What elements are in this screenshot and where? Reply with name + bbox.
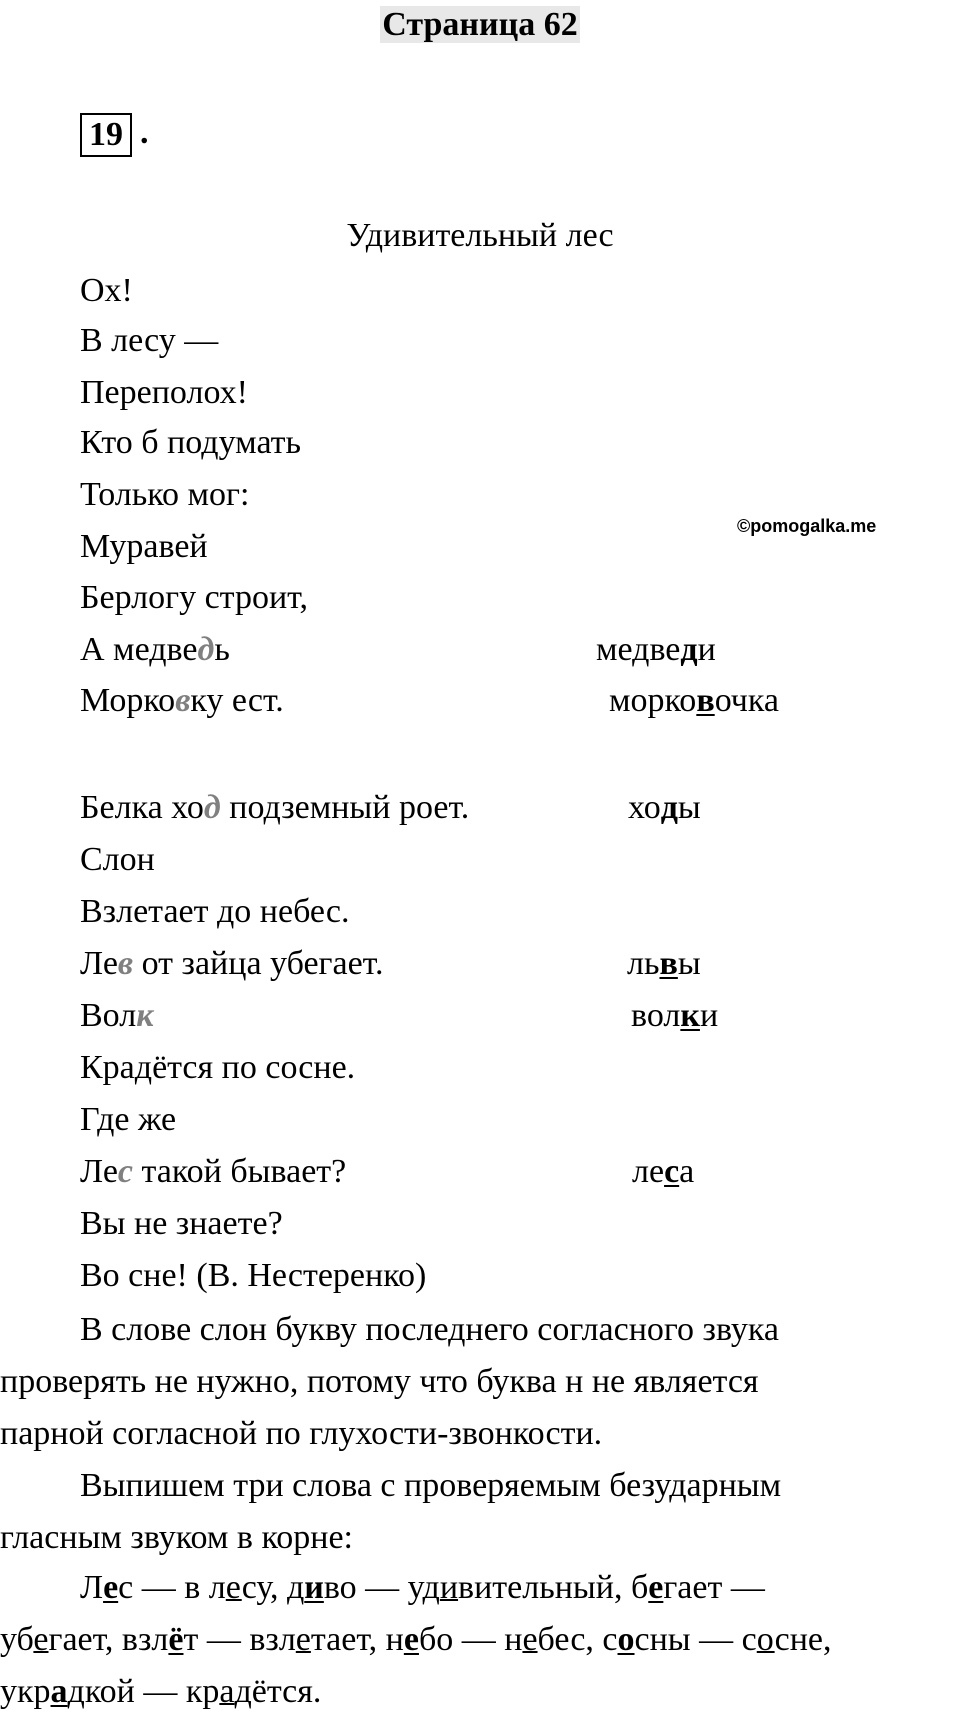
poem-line: Крадётся по сосне. xyxy=(80,1049,356,1086)
word-part: хо xyxy=(628,789,661,826)
word-part: ь xyxy=(214,631,230,668)
vowel-letter: а xyxy=(50,1673,68,1710)
text-line xyxy=(0,1666,960,1718)
word-part: укр xyxy=(0,1673,51,1710)
highlighted-letter: в xyxy=(117,945,134,982)
word-part: с — в л xyxy=(118,1569,226,1606)
word-part: уб xyxy=(0,1621,34,1658)
word-part: а xyxy=(679,1153,695,1190)
word-part: бес, с xyxy=(537,1621,618,1658)
word-part: су, д xyxy=(241,1569,305,1606)
poem-line: Муравей xyxy=(80,528,208,565)
vowel-letter: а xyxy=(219,1673,235,1710)
word-part: и xyxy=(699,997,719,1034)
task-number: 19 xyxy=(80,113,132,157)
word-part: от зайца убегает. xyxy=(133,945,384,982)
explanation-paragraph xyxy=(0,1304,960,1460)
text-line: парной согласной по глухости-звонкости. xyxy=(0,1415,603,1452)
word-part: и xyxy=(697,631,716,668)
check-letter: с xyxy=(664,1153,680,1190)
poem-line: Ох! xyxy=(80,272,133,309)
word-part: морко xyxy=(609,682,697,719)
text-line: проверять не нужно, потому что буква н не является xyxy=(0,1363,759,1400)
word-part: сны — с xyxy=(634,1621,757,1658)
page-title xyxy=(0,4,960,46)
vowel-letter: е xyxy=(33,1621,49,1658)
text-line: гласным звуком в корне: xyxy=(0,1519,353,1556)
highlighted-letter: в xyxy=(175,682,191,719)
vowel-letter: е xyxy=(403,1621,419,1658)
poem-line: Берлогу строит, xyxy=(80,579,308,616)
vowel-letter: е xyxy=(648,1569,664,1606)
poem-line: Кто б подумать xyxy=(80,424,302,461)
word-part: Ле xyxy=(80,1153,118,1190)
poem-title: Удивительный лес xyxy=(346,217,614,254)
text-line: Выпишем три слова с проверяемым безударным xyxy=(80,1467,782,1504)
highlighted-letter: с xyxy=(117,1153,134,1190)
word-part: очка xyxy=(714,682,780,719)
vowel-letter: и xyxy=(304,1569,324,1606)
poem-line: Вы не знаете? xyxy=(80,1205,283,1242)
poem-line xyxy=(80,1149,346,1195)
word-part: вол xyxy=(631,997,681,1034)
word-part: ле xyxy=(632,1153,665,1190)
vowel-letter: о xyxy=(756,1621,775,1658)
word-part: Л xyxy=(80,1569,104,1606)
poem-line: Где же xyxy=(80,1101,177,1138)
poem-line: Во сне! (В. Нестеренко) xyxy=(80,1257,427,1294)
word-part: подземный роет. xyxy=(220,789,470,826)
poem-line xyxy=(80,941,383,987)
poem-line xyxy=(80,678,284,724)
answer-paragraph xyxy=(0,1562,960,1718)
poem-line xyxy=(80,993,153,1039)
word-part: Вол xyxy=(80,997,137,1034)
word-part: вительный, б xyxy=(458,1569,649,1606)
text-line xyxy=(0,1562,960,1614)
poem-line: Слон xyxy=(80,841,155,878)
text-line: В слове слон букву последнего согласного звука xyxy=(80,1311,779,1348)
word-part: дкой — кр xyxy=(67,1673,220,1710)
check-letter: к xyxy=(680,997,700,1034)
word-part: А медве xyxy=(80,631,198,668)
check-word xyxy=(632,1149,694,1195)
word-part: гает, взл xyxy=(48,1621,169,1658)
word-part: гает — xyxy=(663,1569,765,1606)
check-letter: д xyxy=(680,631,698,668)
word-part: во — уд xyxy=(323,1569,440,1606)
check-letter: д xyxy=(660,789,678,826)
vowel-letter: е xyxy=(103,1569,119,1606)
word-part: дётся. xyxy=(234,1673,322,1710)
vowel-letter: о xyxy=(617,1621,635,1658)
word-part: бо — н xyxy=(418,1621,523,1658)
vowel-letter: ё xyxy=(168,1621,184,1658)
check-letter: в xyxy=(696,682,715,719)
word-part: тает, н xyxy=(310,1621,404,1658)
highlighted-letter: д xyxy=(197,631,215,668)
word-part: ль xyxy=(627,945,660,982)
poem-line: Взлетает до небес. xyxy=(80,893,350,930)
check-word xyxy=(609,678,779,724)
word-part: т — взл xyxy=(183,1621,296,1658)
check-word xyxy=(596,627,716,673)
task-number-dot: . xyxy=(140,114,149,151)
task-paragraph xyxy=(0,1460,960,1564)
word-part: Белка хо xyxy=(80,789,204,826)
poem-line xyxy=(80,785,469,831)
page-title-text: Страница 62 xyxy=(382,6,578,43)
word-part: такой бывает? xyxy=(133,1153,347,1190)
word-part: медве xyxy=(596,631,681,668)
check-word xyxy=(628,785,701,831)
check-word xyxy=(631,993,718,1039)
vowel-letter: е xyxy=(225,1569,242,1606)
check-letter: в xyxy=(659,945,678,982)
word-part: ку ест. xyxy=(190,682,284,719)
word-part: Морко xyxy=(80,682,176,719)
poem-line: Переполох! xyxy=(80,374,248,411)
watermark: ©pomogalka.me xyxy=(737,516,877,536)
word-part: сне, xyxy=(774,1621,832,1658)
word-part: ы xyxy=(677,945,701,982)
poem-line xyxy=(80,627,230,673)
text-line xyxy=(0,1614,960,1666)
poem-line: В лесу — xyxy=(80,322,219,359)
vowel-letter: е xyxy=(295,1621,311,1658)
highlighted-letter: к xyxy=(136,997,154,1034)
vowel-letter: и xyxy=(439,1569,459,1606)
poem-line: Только мог: xyxy=(80,476,250,513)
check-word xyxy=(627,941,701,987)
vowel-letter: е xyxy=(522,1621,538,1658)
highlighted-letter: д xyxy=(203,789,221,826)
word-part: ы xyxy=(677,789,701,826)
word-part: Ле xyxy=(80,945,118,982)
